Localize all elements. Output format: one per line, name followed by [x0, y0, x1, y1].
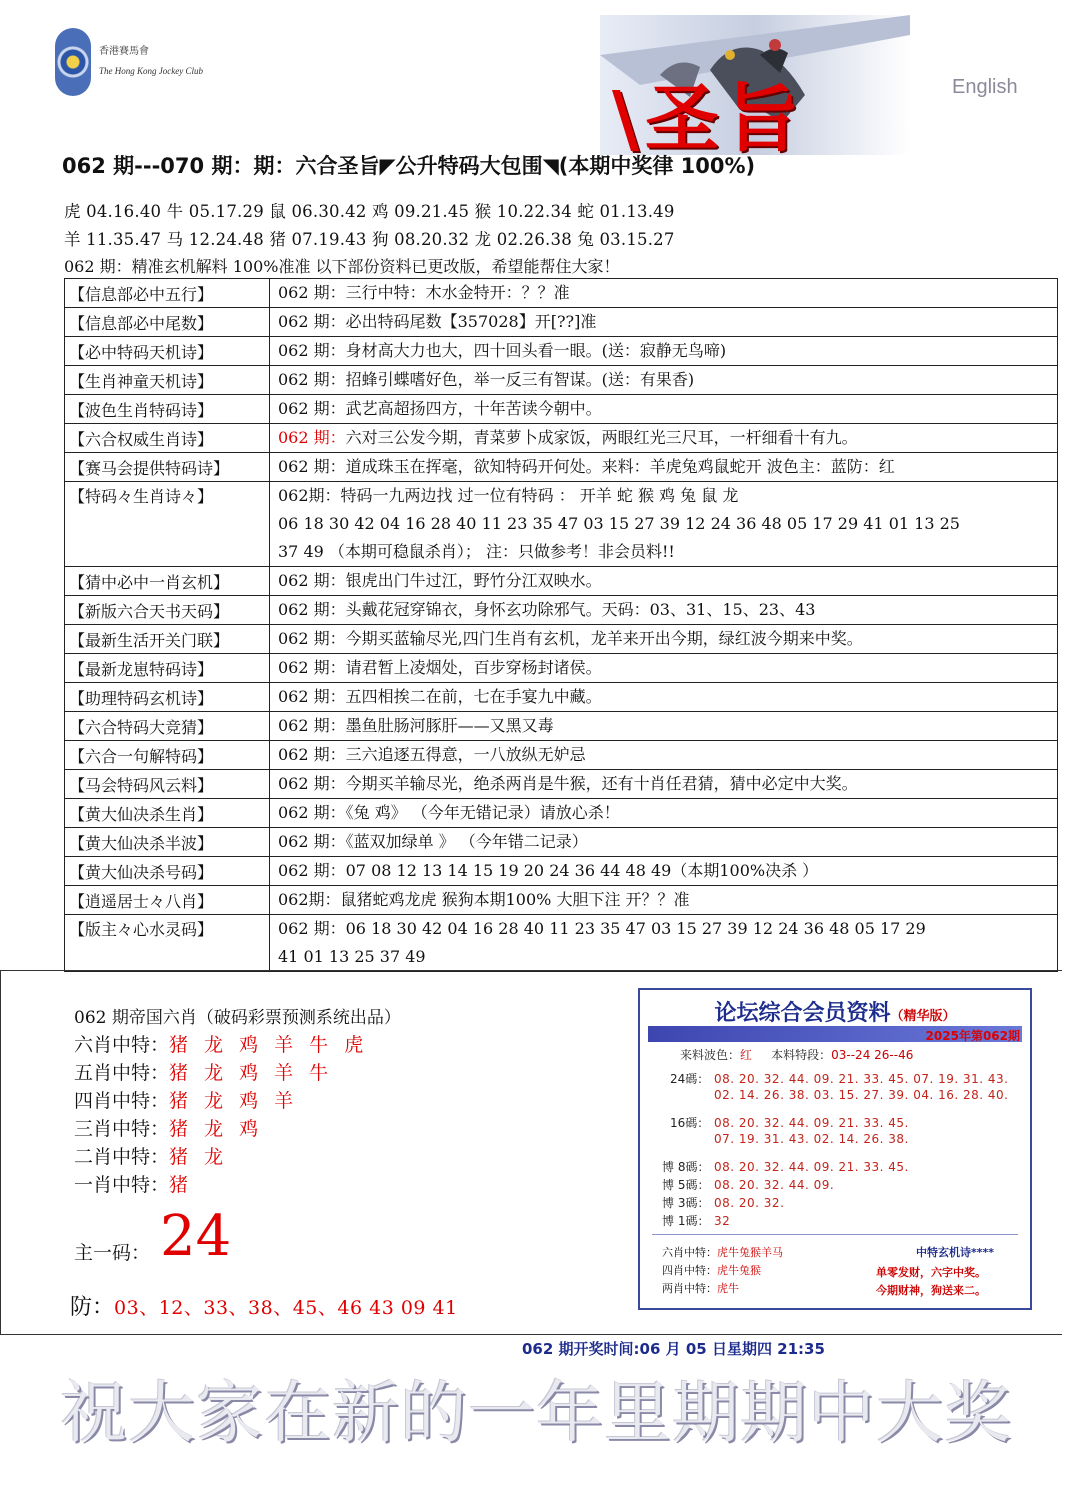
row-content-line: 062期：特码一九两边找 过一位有特码 ： 开羊 蛇 猴 鸡 兔 鼠 龙	[278, 486, 739, 505]
row-content: 062 期：三行中特：木水金特开：？？准	[270, 279, 1058, 308]
row-label: 【逍遥居士々八肖】	[65, 886, 270, 915]
forum-six-zodiac	[662, 1244, 783, 1260]
table-row	[65, 857, 1058, 886]
row-values: 猪 龙 鸡	[169, 1118, 264, 1140]
row-values: 猪 龙	[169, 1146, 229, 1168]
row-label: 五肖中特：	[74, 1062, 170, 1084]
row-content	[270, 915, 1058, 972]
row-content-line: 06 18 30 42 04 16 28 40 11 23 35 47 03 15 27 39 12 24 36 48 05 17 29 41 01 13 25	[278, 514, 960, 533]
forum-row	[662, 1158, 909, 1175]
forum-two-values: 虎牛	[717, 1282, 739, 1295]
forum-divider	[652, 1234, 1018, 1235]
row-label: 二肖中特：	[74, 1146, 170, 1168]
table-row	[65, 712, 1058, 741]
forum-row-values: 32	[714, 1214, 731, 1228]
forum-poem-title: 中特玄机诗****	[916, 1246, 995, 1259]
sub-special: 03--24 26--46	[831, 1048, 914, 1062]
draw-time: 062 期开奖时间:06 月 05 日星期四 21:35	[522, 1340, 825, 1358]
logo-name-en: The Hong Kong Jockey Club	[99, 66, 203, 76]
forum-poem-line-1: 单零发财，六字中奖。	[876, 1266, 986, 1279]
forum-four-zodiac	[662, 1262, 761, 1278]
zodiac-numbers-row-1: 虎 04.16.40 牛 05.17.29 鼠 06.30.42 鸡 09.21.45 猴 10.22.34 蛇 01.13.49	[64, 202, 675, 221]
row-label: 【必中特码天机诗】	[65, 337, 270, 366]
forum-six-values: 虎牛兔猴羊马	[717, 1246, 783, 1259]
row-values: 猪 龙 鸡 羊 牛 虎	[169, 1034, 369, 1056]
forum-row-values: 02. 14. 26. 38. 03. 15. 27. 39. 04. 16. 28. 40.	[714, 1088, 1009, 1102]
row-label: 【最新生活开关门联】	[65, 625, 270, 654]
row-label: 【新版六合天书天码】	[65, 596, 270, 625]
forum-row-label: 博 5碼：	[662, 1178, 710, 1192]
forum-member-card	[638, 988, 1032, 1310]
row-label: 【黄大仙决杀号码】	[65, 857, 270, 886]
row-label: 【马会特码风云料】	[65, 770, 270, 799]
five-zodiac-row	[74, 1058, 333, 1085]
row-label: 六肖中特：	[74, 1034, 170, 1056]
three-zodiac-row	[74, 1114, 263, 1141]
section-divider-bottom	[0, 1334, 1062, 1335]
forum-row-values: 08. 20. 32. 44. 09. 21. 33. 45. 07. 19. 31. 43.	[714, 1072, 1009, 1086]
row-values: 猪	[169, 1174, 194, 1196]
forum-four-values: 虎牛兔猴	[717, 1264, 761, 1277]
period-prefix: 062 期：	[278, 428, 346, 447]
forum-title	[640, 996, 1030, 1027]
table-row	[65, 799, 1058, 828]
forum-row-values: 08. 20. 32. 44. 09. 21. 33. 45.	[714, 1116, 909, 1130]
defend-label: 防：	[70, 1295, 115, 1320]
wish-banner: 祝大家在新的一年里期期中大奖	[60, 1374, 1012, 1452]
forum-row	[670, 1114, 909, 1131]
defend-row	[70, 1290, 458, 1321]
row-label: 【六合一句解特码】	[65, 741, 270, 770]
row-label: 【信息部必中五行】	[65, 279, 270, 308]
row-label: 【生肖神童天机诗】	[65, 366, 270, 395]
table-row	[65, 654, 1058, 683]
forum-subheader	[680, 1046, 913, 1063]
row-content-line: 41 01 13 25 37 49	[278, 947, 426, 966]
row-label: 【赛马会提供特码诗】	[65, 453, 270, 482]
row-content-text: 六对三公发今期，青菜萝卜成家饭，两眼红光三尺耳，一杆细看十有九。	[345, 428, 858, 447]
row-label: 三肖中特：	[74, 1118, 170, 1140]
table-row	[65, 424, 1058, 453]
forum-row-label: 博 1碼：	[662, 1214, 710, 1228]
table-row	[65, 567, 1058, 596]
forum-year: 2025年第062期	[925, 1029, 1020, 1043]
forum-row	[662, 1194, 784, 1211]
table-row	[65, 596, 1058, 625]
row-label: 【黄大仙决杀半波】	[65, 828, 270, 857]
table-row	[65, 395, 1058, 424]
row-label: 【版主々心水灵码】	[65, 915, 270, 972]
row-label: 【信息部必中尾数】	[65, 308, 270, 337]
row-content: 062期：鼠猪蛇鸡龙虎 猴狗本期100% 大胆下注 开？？准	[270, 886, 1058, 915]
row-content: 062 期：墨鱼肚肠河豚肝——又黑又毒	[270, 712, 1058, 741]
table-row	[65, 683, 1058, 712]
sub-color: 红	[740, 1048, 753, 1062]
forum-row-values: 08. 20. 32.	[714, 1196, 785, 1210]
forum-six-label: 六肖中特：	[662, 1246, 717, 1259]
forum-row-label: 16碼：	[670, 1116, 710, 1130]
four-zodiac-row	[74, 1086, 298, 1113]
row-content: 062 期：道成珠玉在挥毫，欲知特码开何处。来料：羊虎兔鸡鼠蛇开 波色主：蓝防：红	[270, 453, 1058, 482]
logo-name-cn: 香港賽馬會	[99, 46, 149, 57]
table-row	[65, 366, 1058, 395]
row-content: 062 期：《蓝双加绿单 》 （今年错二记录）	[270, 828, 1058, 857]
row-values: 猪 龙 鸡 羊 牛	[169, 1062, 334, 1084]
row-content: 062 期：《兔 鸡》 （今年无错记录）请放心杀！	[270, 799, 1058, 828]
row-label: 【六合权威生肖诗】	[65, 424, 270, 453]
two-zodiac-row	[74, 1142, 228, 1169]
forum-four-label: 四肖中特：	[662, 1264, 717, 1277]
row-content: 062 期：请君暂上凌烟处，百步穿杨封诸侯。	[270, 654, 1058, 683]
row-label: 四肖中特：	[74, 1090, 170, 1112]
row-content: 062 期：07 08 12 13 14 15 19 20 24 36 44 48 49（本期100%决杀 ）	[270, 857, 1058, 886]
row-label: 【猜中必中一肖玄机】	[65, 567, 270, 596]
main-code-value: 24	[160, 1204, 232, 1269]
row-content: 062 期：必出特码尾数【357028】开[??]准	[270, 308, 1058, 337]
row-content: 062 期：五四相挨二在前，七在手宴九中藏。	[270, 683, 1058, 712]
one-zodiac-row	[74, 1170, 193, 1197]
jockey-club-logo[interactable]	[55, 28, 215, 104]
forum-poem-line-2: 今期财神，狗送来二。	[876, 1284, 986, 1297]
forum-row	[670, 1088, 1008, 1102]
forum-row	[662, 1212, 730, 1229]
jockey-club-emblem-icon	[55, 28, 91, 96]
table-row	[65, 279, 1058, 308]
row-label: 【助理特码玄机诗】	[65, 683, 270, 712]
forum-row-label: 24碼：	[670, 1072, 710, 1086]
row-content: 062 期：银虎出门牛过江，野竹分江双映水。	[270, 567, 1058, 596]
table-row	[65, 915, 1058, 972]
row-label: 【最新龙崽特码诗】	[65, 654, 270, 683]
row-content: 062 期：身材高大力也大，四十回头看一眼。(送：寂静无鸟啼)	[270, 337, 1058, 366]
table-row	[65, 828, 1058, 857]
forum-row	[662, 1176, 834, 1193]
row-content: 062 期：招蜂引蝶嗜好色，举一反三有智谋。(送：有果香)	[270, 366, 1058, 395]
forum-row-label: 博 3碼：	[662, 1196, 710, 1210]
defend-values: 03、12、33、38、45、46 43 09 41	[114, 1297, 458, 1319]
table-row	[65, 886, 1058, 915]
row-label: 【六合特码大竞猜】	[65, 712, 270, 741]
main-code-label: 主一码：	[74, 1242, 151, 1264]
row-content	[270, 424, 1058, 453]
zodiac-numbers-row-2: 羊 11.35.47 马 12.24.48 猪 07.19.43 狗 08.20.32 龙 02.26.38 兔 03.15.27	[64, 230, 675, 249]
forum-row-values: 07. 19. 31. 43. 02. 14. 26. 38.	[714, 1132, 909, 1146]
forum-row-values: 08. 20. 32. 44. 09. 21. 33. 45.	[714, 1160, 909, 1174]
row-content-line: 062 期：06 18 30 42 04 16 28 40 11 23 35 47 03 15 27 39 12 24 36 48 05 17 29	[278, 919, 926, 938]
forum-row	[670, 1070, 1008, 1087]
row-content-line: 37 49 （本期可稳鼠杀肖）； 注：只做参考！非会员料!!	[278, 542, 675, 561]
forum-two-label: 两肖中特：	[662, 1282, 717, 1295]
section-divider	[0, 970, 1062, 971]
empire-title: 062 期帝国六肖（破码彩票预测系统出品）	[74, 1008, 401, 1028]
table-row	[65, 308, 1058, 337]
row-label: 一肖中特：	[74, 1174, 170, 1196]
table-row	[65, 741, 1058, 770]
table-row	[65, 453, 1058, 482]
row-content: 062 期：三六追逐五得意，一八放纵无妒忌	[270, 741, 1058, 770]
forum-edition: （精华版）	[890, 1009, 956, 1024]
table-row	[65, 625, 1058, 654]
english-link[interactable]: English	[952, 76, 1018, 98]
row-content	[270, 482, 1058, 567]
forum-row	[670, 1132, 909, 1146]
table-row	[65, 337, 1058, 366]
row-label: 【波色生肖特码诗】	[65, 395, 270, 424]
row-label: 【黄大仙决杀生肖】	[65, 799, 270, 828]
forum-title-text: 论坛综合会员资料	[714, 1001, 891, 1026]
row-content: 062 期：头戴花冠穿锦衣，身怀玄功除邪气。天码：03、31、15、23、43	[270, 596, 1058, 625]
page-headline: 062 期---070 期：期：六合圣旨◤公升特码大包围◥(本期中奖律 100%)	[62, 154, 756, 178]
sub-special-label: 本料特段：	[771, 1048, 832, 1062]
table-row	[65, 770, 1058, 799]
row-content: 062 期：今期买羊输尽光，绝杀两肖是牛猴，还有十肖任君猜，猜中必定中大奖。	[270, 770, 1058, 799]
sub-label: 来料波色：	[680, 1048, 741, 1062]
notice-line: 062 期：精准玄机解料 100%准准 以下部份资料已更改版，希望能帮住大家！	[64, 257, 620, 276]
forum-two-zodiac	[662, 1280, 739, 1296]
row-content: 062 期：武艺高超扬四方，十年苦读今朝中。	[270, 395, 1058, 424]
table-row	[65, 482, 1058, 567]
forum-row-values: 08. 20. 32. 44. 09.	[714, 1178, 835, 1192]
banner-title: \圣旨	[612, 76, 806, 162]
info-table	[64, 278, 1058, 972]
section-border-left	[0, 970, 1, 1334]
forum-row-label: 博 8碼：	[662, 1160, 710, 1174]
row-label: 【特码々生肖诗々】	[65, 482, 270, 567]
row-content: 062 期：今期买蓝输尽光,四门生肖有玄机，龙羊来开出今期，绿红波今期来中奖。	[270, 625, 1058, 654]
row-values: 猪 龙 鸡 羊	[169, 1090, 299, 1112]
six-zodiac-row	[74, 1030, 368, 1057]
